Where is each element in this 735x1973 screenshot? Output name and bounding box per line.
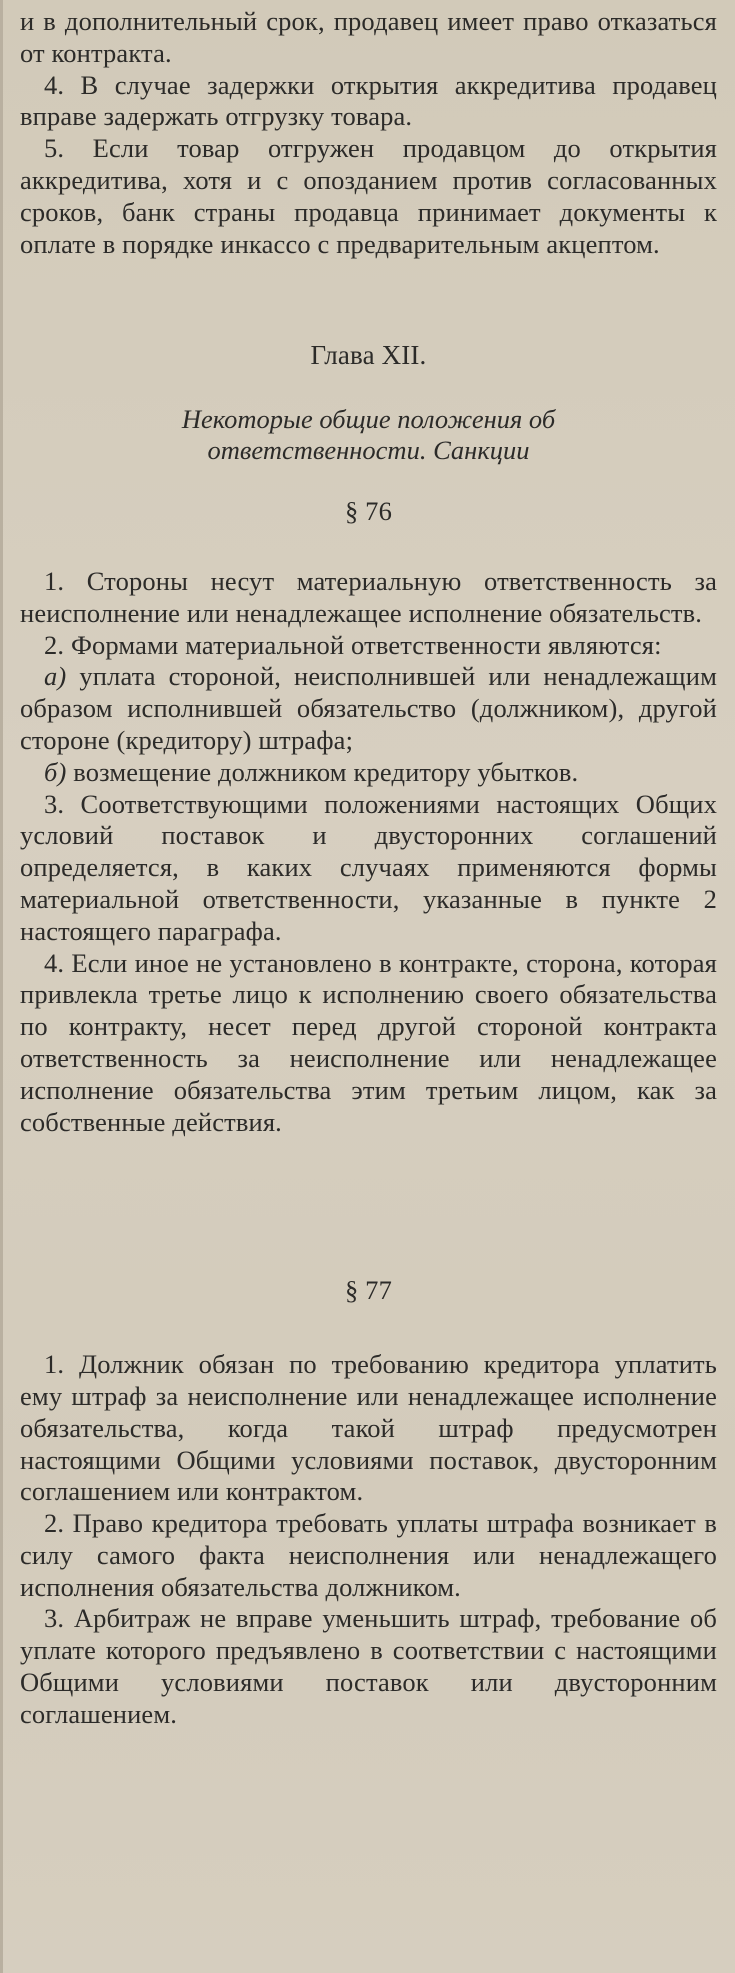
- chapter-subtitle: [20, 404, 717, 466]
- chapter-subtitle-line-1: Некоторые общие положения об: [181, 404, 556, 435]
- item-a-marker: а): [44, 661, 67, 692]
- page-edge: [0, 0, 3, 1973]
- intro-item-5: 5. Если товар отгружен продавцом до открытия аккредитива, хотя и с опозданием против согласованных сроков, банк страны продавца принимает документы к оплате в порядке инкассо с предварительным акцептом.: [20, 133, 717, 259]
- section-76-item-a: [20, 661, 717, 756]
- section-77-paragraph-2: 2. Право кредитора требовать уплаты штрафа возникает в силу самого факта неисполнения или ненадлежащего исполнения обязательства должником.: [20, 1508, 717, 1602]
- section-76-paragraph-4: 4. Если иное не установлено в контракте, сторона, которая привлекла третье лицо к исполнению своего обязательства по контракту, несет перед другой стороной контракта ответственность за неисполнение или ненадлежащее исполнение обязательства этим третьим лицом, как за собственные действия.: [20, 947, 717, 1137]
- chapter-subtitle-line-2: ответственности. Санкции: [207, 435, 530, 466]
- section-76-heading: § 76: [345, 496, 392, 527]
- item-b-marker: б): [44, 756, 67, 787]
- section-77-paragraph-3: 3. Арбитраж не вправе уменьшить штраф, требование об уплате которого предъявлено в соответствии с настоящими Общими условиями поставок или двусторонним соглашением.: [20, 1603, 717, 1729]
- section-76-paragraph-3: 3. Соответствующими положениями настоящих Общих условий поставок и двусторонних соглашений определяется, в каких случаях применяются формы материальной ответственности, указанные в пункте 2 настоящего параграфа.: [20, 788, 717, 946]
- intro-item-4: 4. В случае задержки открытия аккредитива продавец вправе задержать отгрузку товара.: [20, 69, 717, 132]
- section-76-paragraph-1: 1. Стороны несут материальную ответственность за неисполнение или ненадлежащее исполнение обязательств.: [20, 565, 717, 628]
- item-a-text: уплата стороной, неисполнившей или ненадлежащим образом исполнившей обязательство (должником), другой стороне (кредитору) штрафа;: [20, 661, 717, 755]
- section-77-heading: § 77: [345, 1275, 392, 1306]
- item-b-text: возмещение должником кредитору убытков.: [73, 756, 579, 787]
- intro-continuation: и в дополнительный срок, продавец имеет право отказаться от контракта.: [20, 6, 717, 68]
- chapter-title: Глава XII.: [310, 340, 427, 371]
- section-77-paragraph-1: 1. Должник обязан по требованию кредитора уплатить ему штраф за неисполнение или ненадлежащее исполнение обязательства, когда такой штраф предусмотрен настоящими Общими условиями поставок, двусторонним соглашением или контрактом.: [20, 1349, 717, 1507]
- document-body: [20, 6, 717, 1731]
- section-76-item-b: [20, 757, 717, 789]
- section-76-paragraph-2: 2. Формами материальной ответственности являются:: [44, 629, 662, 660]
